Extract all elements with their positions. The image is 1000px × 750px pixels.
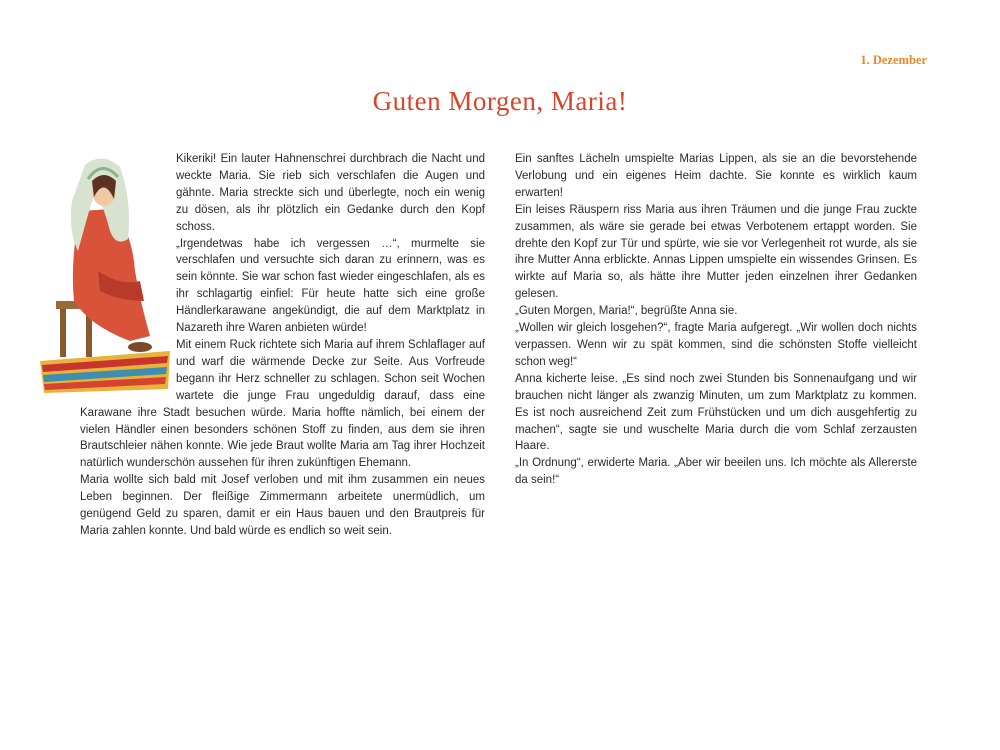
paragraph: „Wollen wir gleich losgehen?“, fragte Maria aufgeregt. „Wir wollen doch nichts verpassen. Wenn wir zu spät kommen, sind die schönsten Stoffe vielleicht schon weg!“ xyxy=(515,322,917,368)
paragraph: Anna kicherte leise. „Es sind noch zwei Stunden bis Sonnenaufgang und wir brauchen nicht länger als zwanzig Minuten, um zum Marktplatz zu kommen. Es ist noch ausreichend Zeit zum Frühstücken und um dich ausgehfertig zu machen“, sagte sie und wuschelte Maria durch die vom Schlaf zerzausten Haare. xyxy=(515,372,917,453)
text-column-right xyxy=(515,151,917,489)
paragraph: „Guten Morgen, Maria!“, begrüßte Anna sie. xyxy=(515,305,738,318)
maria-illustration xyxy=(40,151,170,393)
paragraph: Kikeriki! Ein lauter Hahnenschrei durchbrach die Nacht und weckte Maria. Sie rieb sich verschlafen die Augen und gähnte. Maria streckte sich und überlegte, noch ein wenig zu dösen, als ihr plötzlich ein Gedanke durch den Kopf schoss. xyxy=(176,153,485,233)
paragraph: Ein sanftes Lächeln umspielte Marias Lippen, als sie an die bevorstehende Verlobung und ein eigenes Heim dachte. Sie konnte es wirklich kaum erwarten! xyxy=(515,153,917,199)
text-column-left xyxy=(80,151,485,540)
paragraph: „Irgendetwas habe ich vergessen …“, murmelte sie verschlafen und versuchte sich daran zu erinnern, was es sein könnte. Sie war schon fast wieder eingeschlafen, als es ihr schlagartig einfiel: Für heute hatte sich eine große Händlerkarawane angekündigt, die auf dem Marktplatz in Nazareth ihre Waren anbieten würde! xyxy=(176,237,485,335)
page-date: 1. Dezember xyxy=(860,53,927,67)
page-title: Guten Morgen, Maria! xyxy=(372,86,628,116)
paragraph: Maria wollte sich bald mit Josef verloben und mit ihm zusammen ein neues Leben beginnen. Der fleißige Zimmermann arbeitete unermüdlich, um genügend Geld zu sparen, damit er ein Haus bauen und den Brautpreis für Maria zahlen konnte. Und bald würde es endlich so weit sein. xyxy=(80,474,485,537)
paragraph: „In Ordnung“, erwiderte Maria. „Aber wir beeilen uns. Ich möchte als Allererste da sein!“ xyxy=(515,457,917,487)
paragraph: Mit einem Ruck richtete sich Maria auf ihrem Schlaflager auf und warf die wärmende Decke zur Seite. Aus Vorfreude begann ihr Herz schneller zu schlagen. Schon seit Wochen wartete die junge Frau ungeduldig darauf, dass eine Karawane ihre Stadt besuchen würde. Maria hoffte nämlich, bei einem der vielen Händler einen besonders schönen Stoff zu finden, aus dem sie ihren Brautschleier nähen konnte. Wie jede Braut wollte Maria am Tag ihrer Hochzeit natürlich wunderschön aussehen für ihren zukünftigen Ehemann. xyxy=(80,338,485,470)
paragraph: Ein leises Räuspern riss Maria aus ihren Träumen und die junge Frau zuckte zusammen, als wäre sie gerade bei etwas Verbotenem ertappt worden. Sie drehte den Kopf zur Tür und spürte, wie sie vor Verlegenheit rot wurde, als sie ihre Mutter Anna erblickte. Annas Lippen umspielte ein wissendes Grinsen. Es wirkte auf Maria so, als hätte ihre Mutter jeden einzelnen ihrer Gedanken gelesen. xyxy=(515,203,917,301)
